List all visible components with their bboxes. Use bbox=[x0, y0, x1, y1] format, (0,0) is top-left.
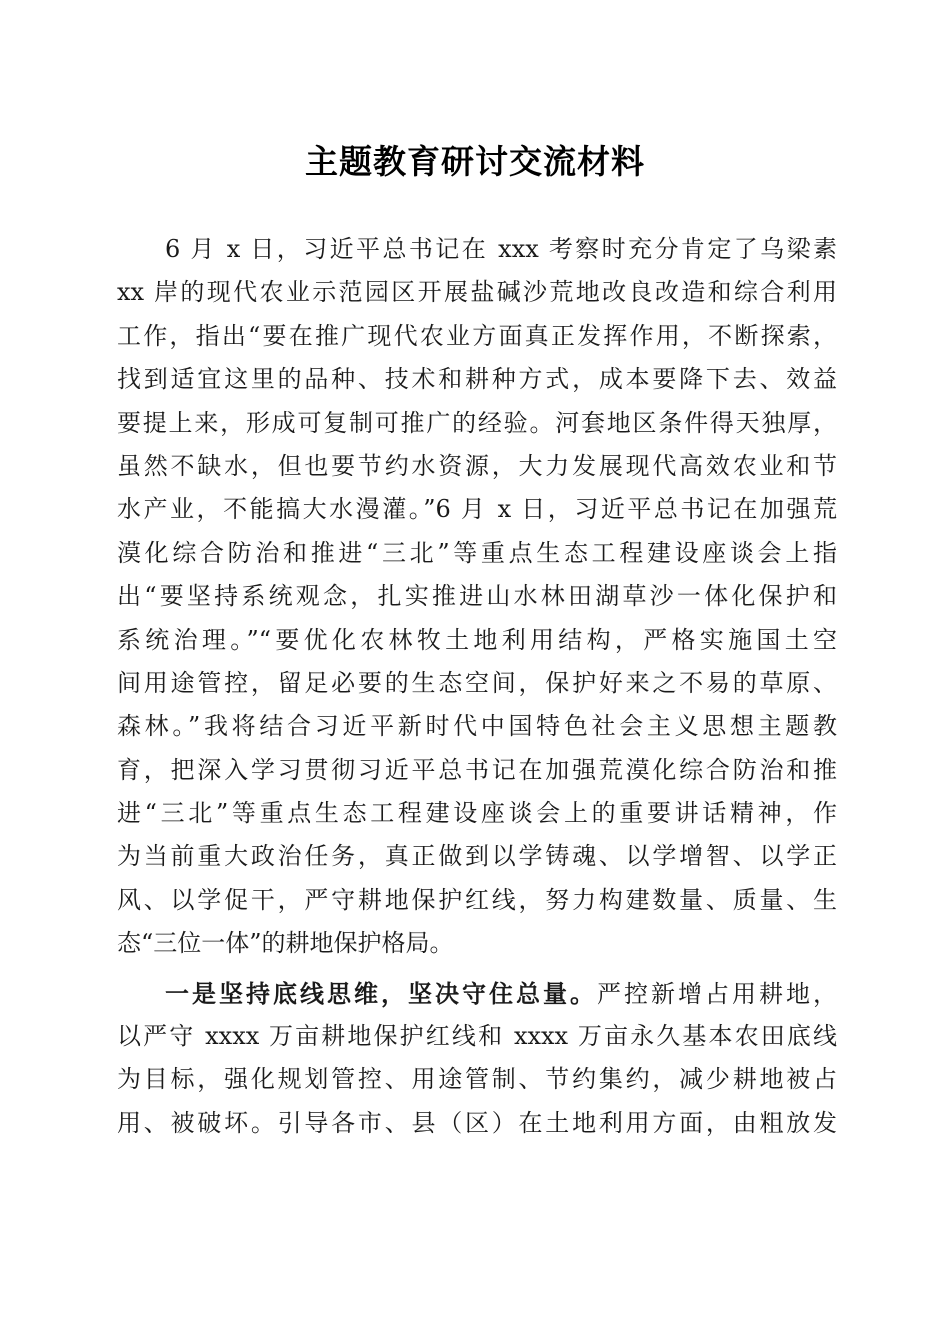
text-line: 态“三位一体”的耕地保护格局。 bbox=[117, 929, 454, 958]
text-line: 育，把深入学习贯彻习近平总书记在加强荒漠化综合防治和推 bbox=[117, 755, 837, 784]
text-line: 虽然不缺水，但也要节约水资源，大力发展现代高效农业和节 bbox=[117, 451, 837, 480]
text-line: xx 岸的现代农业示范园区开展盐碱沙荒地改良改造和综合利用 bbox=[117, 278, 837, 307]
text-line: 找到适宜这里的品种、技术和耕种方式，成本要降下去、效益 bbox=[117, 365, 837, 394]
text-line: 为目标，强化规划管控、用途管制、节约集约，减少耕地被占 bbox=[117, 1065, 837, 1094]
text-line: 系统治理。”“要优化农林牧土地利用结构，严格实施国土空 bbox=[117, 625, 837, 654]
text-line: 风、以学促干，严守耕地保护红线，努力构建数量、质量、生 bbox=[117, 885, 837, 914]
text-line: 用、被破坏。引导各市、县（区）在土地利用方面，由粗放发 bbox=[117, 1108, 837, 1137]
text-line: 漠化综合防治和推进“三北”等重点生态工程建设座谈会上指 bbox=[117, 538, 837, 567]
text-line: 要提上来，形成可复制可推广的经验。河套地区条件得天独厚， bbox=[117, 408, 837, 437]
paragraph-point-one bbox=[117, 972, 837, 1146]
text-line: 出“要坚持系统观念，扎实推进山水林田湖草沙一体化保护和 bbox=[117, 582, 837, 611]
point-text: 严控新增占用耕地， bbox=[597, 979, 837, 1008]
text-line: 间用途管控，留足必要的生态空间，保护好来之不易的草原、 bbox=[117, 668, 837, 697]
document-title: 主题教育研讨交流材料 bbox=[305, 142, 645, 181]
text-line: 进“三北”等重点生态工程建设座谈会上的重要讲话精神，作 bbox=[117, 799, 837, 828]
text-line: 以严守 xxxx 万亩耕地保护红线和 xxxx 万亩永久基本农田底线 bbox=[117, 1022, 837, 1051]
document-body bbox=[117, 228, 837, 1145]
text-line: 水产业，不能搞大水漫灌。”6 月 x 日，习近平总书记在加强荒 bbox=[117, 495, 837, 524]
point-heading: 一是坚持底线思维，坚决守住总量。 bbox=[165, 978, 597, 1008]
text-line: 6 月 x 日，习近平总书记在 xxx 考察时充分肯定了乌梁素 bbox=[165, 235, 837, 263]
text-line: 森林。”我将结合习近平新时代中国特色社会主义思想主题教 bbox=[117, 712, 837, 741]
paragraph-intro bbox=[117, 228, 837, 966]
text-line: 为当前重大政治任务，真正做到以学铸魂、以学增智、以学正 bbox=[117, 842, 837, 871]
text-line: 工作，指出“要在推广现代农业方面真正发挥作用，不断探索， bbox=[117, 321, 837, 350]
text-line-lead bbox=[117, 972, 837, 1015]
